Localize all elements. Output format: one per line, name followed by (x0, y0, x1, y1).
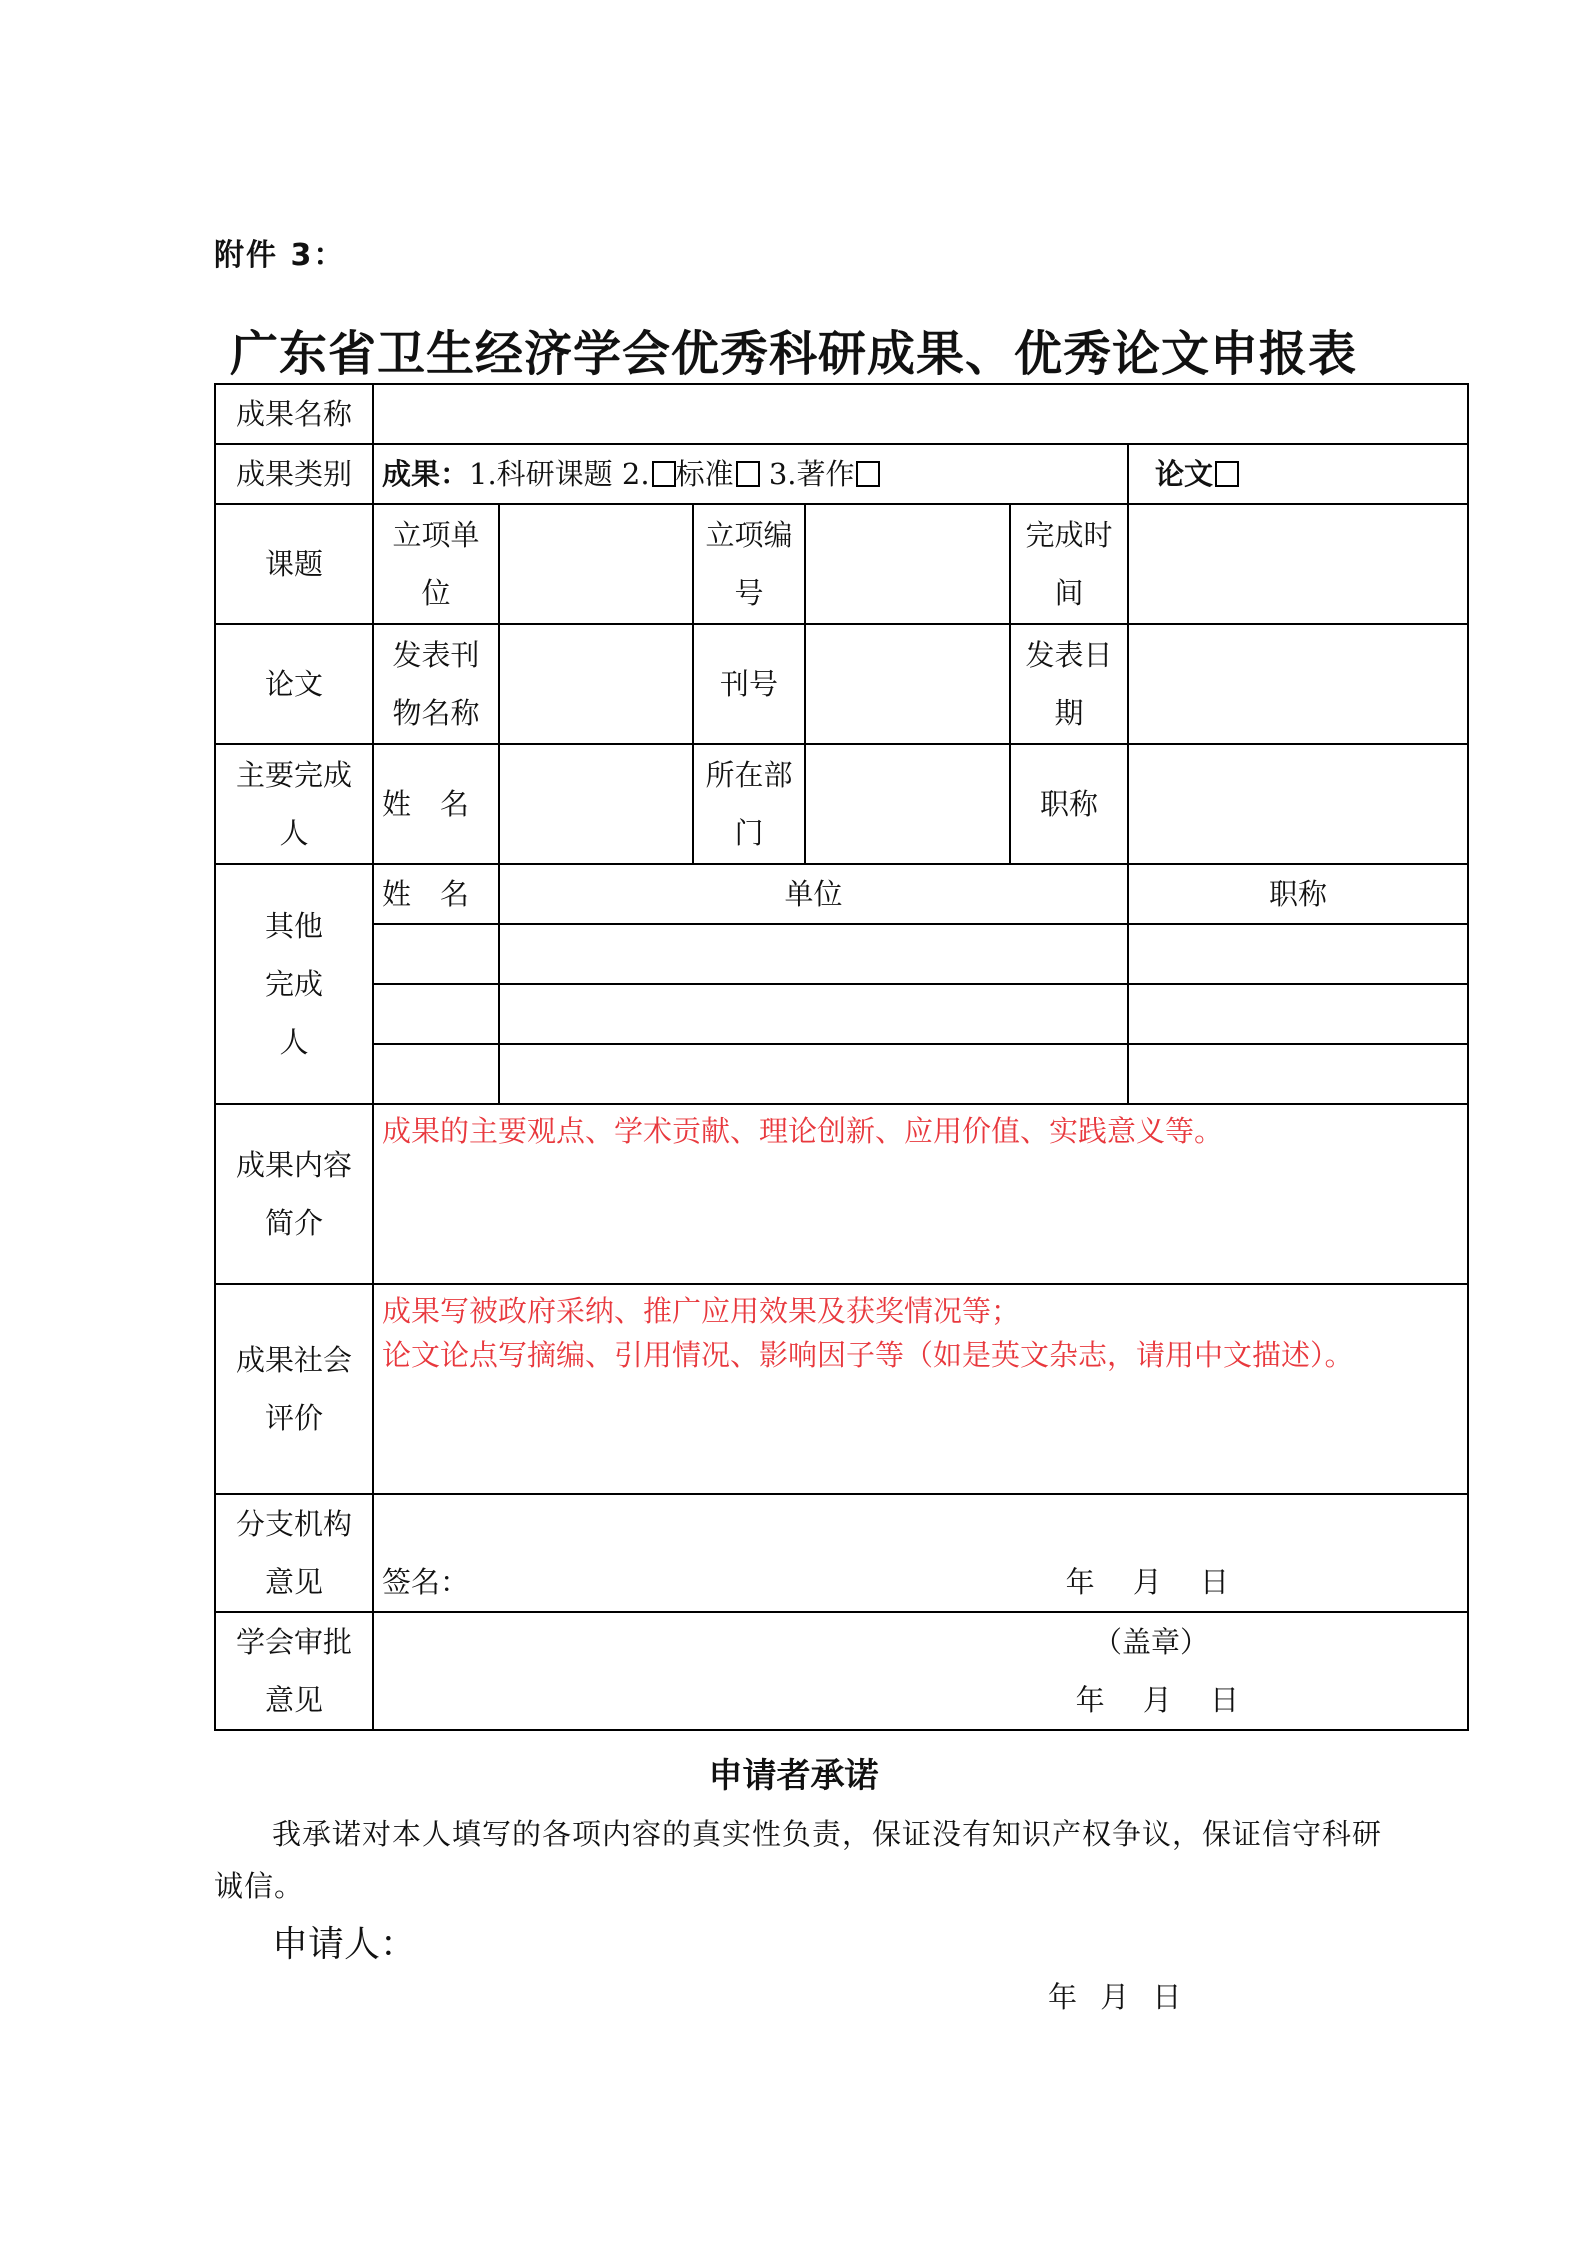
other-title-field-3[interactable] (1128, 1044, 1468, 1104)
type-option-standard-num: 2. (621, 457, 650, 491)
other-title-field-2[interactable] (1128, 984, 1468, 1044)
content-field[interactable] (373, 1104, 1468, 1284)
applicant-date: 年 月 日 (1048, 1980, 1182, 2014)
other-name-header: 姓 名 (373, 864, 499, 924)
type-option-research[interactable]: 1.科研课题 (469, 457, 613, 491)
other-name-field-3[interactable] (373, 1044, 499, 1104)
branch-date: 年 月 日 (1065, 1565, 1230, 1599)
promise-title: 申请者承诺 (708, 1756, 879, 1796)
journal-label: 发表刊物名称 (373, 624, 499, 744)
society-date: 年 月 日 (1075, 1683, 1240, 1717)
branch-opinion-field[interactable] (373, 1494, 1468, 1612)
paper-type-cell (1128, 444, 1468, 504)
completion-time-field[interactable] (1128, 504, 1468, 624)
main-name-field[interactable] (499, 744, 693, 864)
main-name-label: 姓 名 (373, 744, 499, 864)
application-form-table (214, 383, 1469, 1731)
project-unit-label: 立项单位 (373, 504, 499, 624)
evaluation-label: 成果社会评价 (215, 1284, 373, 1494)
evaluation-hint-2: 论文论点写摘编、引用情况、影响因子等（如是英文杂志，请用中文描述）。 (382, 1338, 1354, 1372)
standard-checkbox-2[interactable] (736, 461, 760, 487)
title-rank-field[interactable] (1128, 744, 1468, 864)
branch-opinion-label: 分支机构意见 (215, 1494, 373, 1612)
project-unit-field[interactable] (499, 504, 693, 624)
journal-field[interactable] (499, 624, 693, 744)
content-hint: 成果的主要观点、学术贡献、理论创新、应用价值、实践意义等。 (382, 1114, 1224, 1148)
other-unit-header: 单位 (499, 864, 1128, 924)
publish-date-field[interactable] (1128, 624, 1468, 744)
attachment-label: 附件 3： (214, 238, 346, 273)
project-number-label: 立项编号 (693, 504, 805, 624)
other-title-header: 职称 (1128, 864, 1468, 924)
book-checkbox[interactable] (856, 461, 880, 487)
evaluation-hint-1: 成果写被政府采纳、推广应用效果及获奖情况等； (382, 1294, 1021, 1328)
promise-text: 我承诺对本人填写的各项内容的真实性负责，保证没有知识产权争议，保证信守科研诚信。 (214, 1817, 1383, 1903)
type-prefix: 成果： (382, 457, 470, 491)
other-unit-field-1[interactable] (499, 924, 1128, 984)
standard-checkbox[interactable] (652, 461, 676, 487)
paper-label: 论文 (215, 624, 373, 744)
achievement-type-options (373, 444, 1128, 504)
title-rank-label: 职称 (1010, 744, 1128, 864)
other-unit-field-2[interactable] (499, 984, 1128, 1044)
content-label: 成果内容简介 (215, 1104, 373, 1284)
form-title: 广东省卫生经济学会优秀科研成果、优秀论文申报表 (229, 326, 1357, 382)
other-title-field-1[interactable] (1128, 924, 1468, 984)
other-name-field-1[interactable] (373, 924, 499, 984)
department-field[interactable] (805, 744, 1010, 864)
seal-label: （盖章） (1093, 1625, 1210, 1659)
project-label: 课题 (215, 504, 373, 624)
department-label: 所在部门 (693, 744, 805, 864)
achievement-name-field[interactable] (373, 384, 1468, 444)
achievement-type-row (215, 444, 1468, 504)
publish-date-label: 发表日期 (1010, 624, 1128, 744)
other-persons-label: 其他完成人 (215, 864, 373, 1104)
society-approval-field[interactable] (373, 1612, 1468, 1730)
paper-checkbox[interactable] (1215, 461, 1239, 487)
completion-time-label: 完成时间 (1010, 504, 1128, 624)
issue-label: 刊号 (693, 624, 805, 744)
evaluation-field[interactable] (373, 1284, 1468, 1494)
main-person-label: 主要完成人 (215, 744, 373, 864)
signature-label: 签名： (382, 1565, 470, 1599)
project-number-field[interactable] (805, 504, 1010, 624)
other-unit-field-3[interactable] (499, 1044, 1128, 1104)
society-approval-label: 学会审批意见 (215, 1612, 373, 1730)
type-option-standard: 标准 (675, 457, 734, 491)
achievement-name-label: 成果名称 (215, 384, 373, 444)
achievement-type-label: 成果类别 (215, 444, 373, 504)
other-name-field-2[interactable] (373, 984, 499, 1044)
type-paper-label: 论文 (1155, 457, 1214, 491)
applicant-label[interactable]: 申请人： (272, 1924, 417, 1965)
issue-field[interactable] (805, 624, 1010, 744)
type-option-book: 3.著作 (768, 457, 855, 491)
